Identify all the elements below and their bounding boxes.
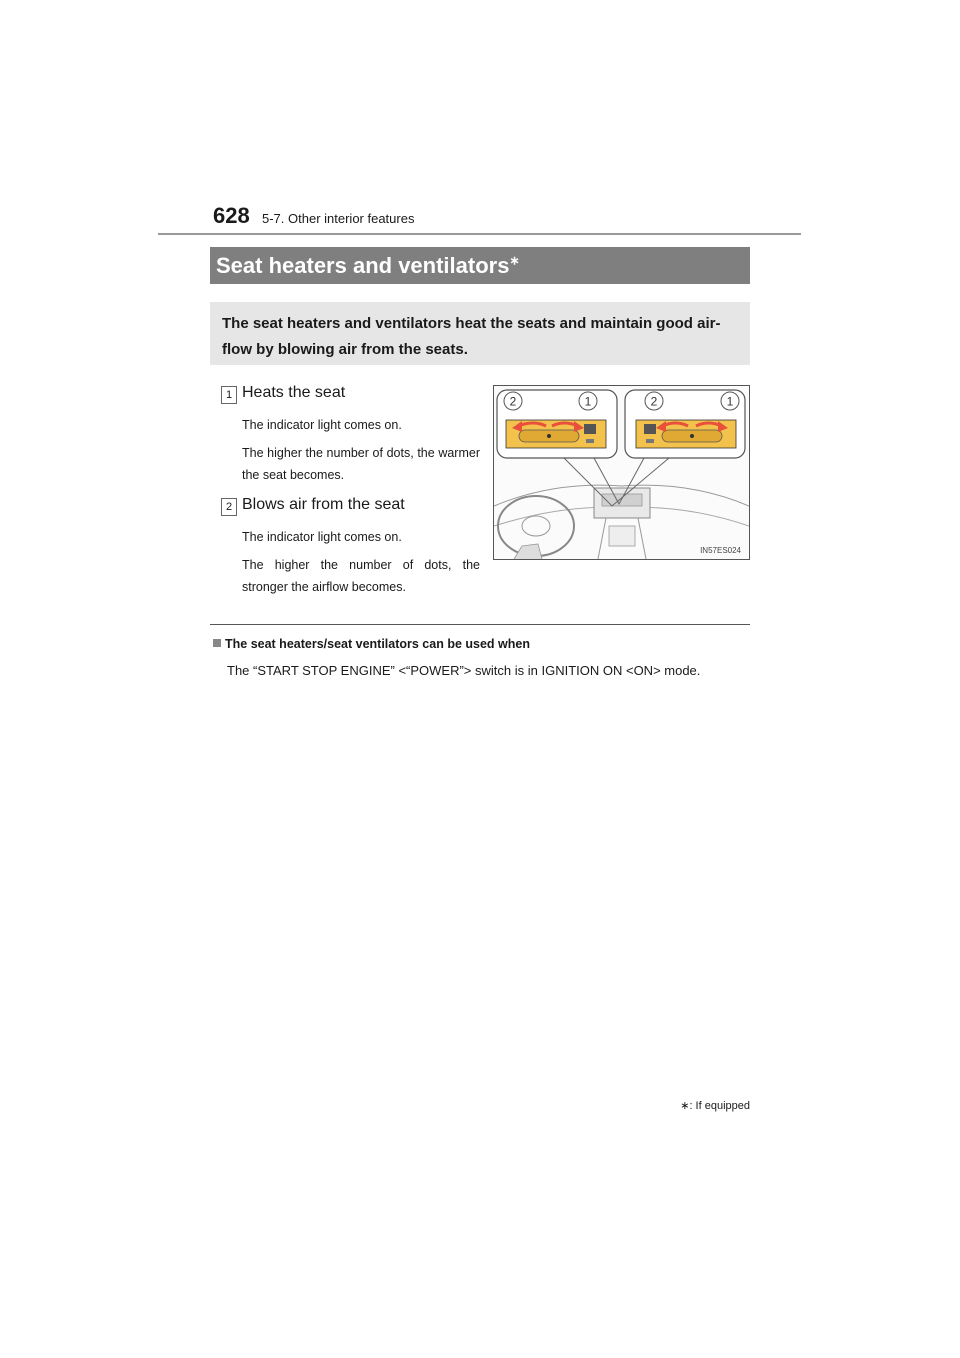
item-heading-1: Heats the seat: [242, 384, 346, 401]
item-text-1a: The indicator light comes on.: [242, 418, 402, 432]
section-divider: [210, 624, 750, 625]
footnote-marker: ∗: [680, 1100, 690, 1112]
callout-2-right: 2: [650, 394, 658, 409]
note-heading-text: The seat heaters/seat ventilators can be used when: [225, 637, 530, 651]
item-number-2: 2: [221, 498, 237, 516]
dashboard-illustration: [494, 386, 749, 559]
callout-2-left: 2: [509, 394, 517, 409]
if-equipped-marker: ∗: [509, 253, 520, 268]
square-bullet-icon: [213, 639, 221, 647]
footnote: [680, 1099, 750, 1112]
note-text: The “START STOP ENGINE” <“POWER”> switch is in IGNITION ON <ON> mode.: [227, 663, 701, 678]
illustration: [493, 385, 750, 560]
callout-1-right: 1: [726, 394, 734, 409]
item-text-2b: The higher the number of dots, the stronger the airflow becomes.: [242, 558, 480, 594]
footnote-text: : If equipped: [689, 1100, 750, 1112]
note-heading: [213, 637, 530, 651]
item-number-1: 1: [221, 386, 237, 404]
item-text-1b: The higher the number of dots, the warmer the seat becomes.: [242, 446, 480, 482]
title-text: Seat heaters and ventilators: [216, 253, 510, 278]
section-label: 5-7. Other interior features: [262, 211, 415, 226]
item-heading-2: Blows air from the seat: [242, 496, 405, 513]
intro-box: The seat heaters and ventilators heat the seats and maintain good air-flow by blowing air from the seats.: [210, 302, 750, 365]
item-text-2a: The indicator light comes on.: [242, 530, 402, 544]
header-rule: [158, 233, 801, 235]
callout-1-left: 1: [584, 394, 592, 409]
figure-code: IN57ES024: [700, 546, 741, 555]
page-title: [210, 247, 750, 284]
page-number: 628: [213, 203, 250, 228]
